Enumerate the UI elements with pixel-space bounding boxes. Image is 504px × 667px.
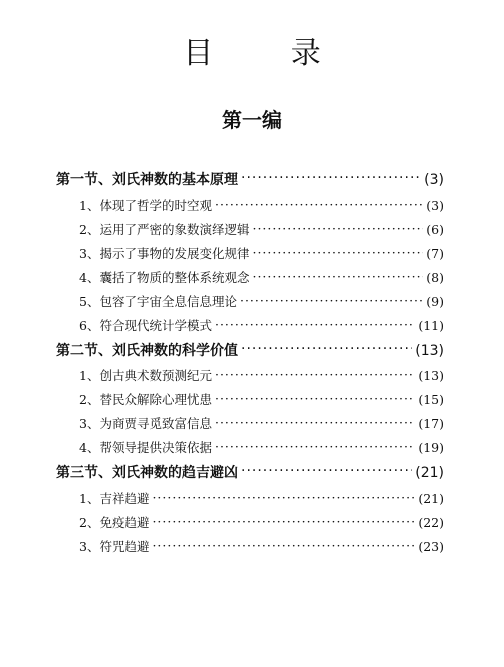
toc-item-label: 1、体现了哲学的时空观 [79, 198, 212, 213]
toc-section-label: 第三节、刘氏神数的趋吉避凶 [56, 465, 238, 481]
toc-item-label: 1、创古典术数预测纪元 [79, 368, 212, 383]
dot-leader [241, 341, 412, 355]
dot-leader [215, 416, 415, 429]
toc-item [79, 414, 444, 432]
toc-item-label: 2、免疫趋避 [79, 515, 150, 530]
toc-section-label: 第二节、刘氏神数的科学价值 [56, 343, 238, 359]
toc-item [79, 244, 444, 262]
dot-leader [252, 270, 423, 283]
toc-item-label: 3、为商贾寻觅致富信息 [79, 416, 212, 431]
dot-leader [252, 246, 423, 259]
toc-item-label: 2、替民众解除心理忧患 [79, 392, 212, 407]
toc-item-label: 4、帮领导提供决策依据 [79, 440, 212, 455]
dot-leader [152, 539, 415, 552]
toc-page-number: (3) [424, 172, 444, 188]
dot-leader [240, 294, 423, 307]
page-title: 目 录 [183, 36, 355, 71]
dot-leader [252, 222, 423, 235]
dot-leader [241, 463, 412, 477]
toc-page-number: (9) [426, 294, 444, 309]
toc-item [79, 390, 444, 408]
toc-section [56, 340, 444, 360]
toc-page-number: (8) [426, 270, 444, 285]
toc-page-number: (6) [426, 222, 444, 237]
toc-item-label: 3、符咒趋避 [79, 539, 150, 554]
toc-page-number: (13) [418, 368, 444, 383]
toc-item-label: 1、吉祥趋避 [79, 491, 150, 506]
dot-leader [152, 515, 415, 528]
toc-section [56, 169, 444, 189]
toc-page-number: (3) [426, 198, 444, 213]
toc-item [79, 316, 444, 334]
dot-leader [215, 318, 415, 331]
toc-item [79, 513, 444, 531]
toc-section [56, 462, 444, 482]
dot-leader [215, 440, 415, 453]
dot-leader [152, 491, 415, 504]
toc-item-label: 6、符合现代统计学模式 [79, 318, 212, 333]
part-heading: 第一编 [222, 108, 282, 132]
dot-leader [241, 170, 421, 184]
toc-item [79, 537, 444, 555]
toc-page-number: (11) [418, 318, 444, 333]
toc-page-number: (21) [415, 465, 444, 481]
dot-leader [215, 392, 415, 405]
dot-leader [215, 198, 423, 211]
toc-page-number: (23) [418, 539, 444, 554]
toc-page-number: (15) [418, 392, 444, 407]
dot-leader [215, 368, 415, 381]
toc-item-label: 4、囊括了物质的整体系统观念 [79, 270, 250, 285]
toc-item [79, 268, 444, 286]
toc-item [79, 220, 444, 238]
toc-page-number: (21) [418, 491, 444, 506]
toc-item [79, 489, 444, 507]
toc-item [79, 196, 444, 214]
toc-page-number: (7) [426, 246, 444, 261]
toc-item [79, 292, 444, 310]
toc-item [79, 366, 444, 384]
toc-section-label: 第一节、刘氏神数的基本原理 [56, 172, 238, 188]
toc-page-number: (17) [418, 416, 444, 431]
toc-item-label: 5、包容了宇宙全息信息理论 [79, 294, 237, 309]
toc-page-number: (22) [418, 515, 444, 530]
toc-item-label: 3、揭示了事物的发展变化规律 [79, 246, 250, 261]
toc-page-number: (19) [418, 440, 444, 455]
toc-page-number: (13) [415, 343, 444, 359]
toc-item-label: 2、运用了严密的象数演绎逻辑 [79, 222, 250, 237]
toc-item [79, 438, 444, 456]
